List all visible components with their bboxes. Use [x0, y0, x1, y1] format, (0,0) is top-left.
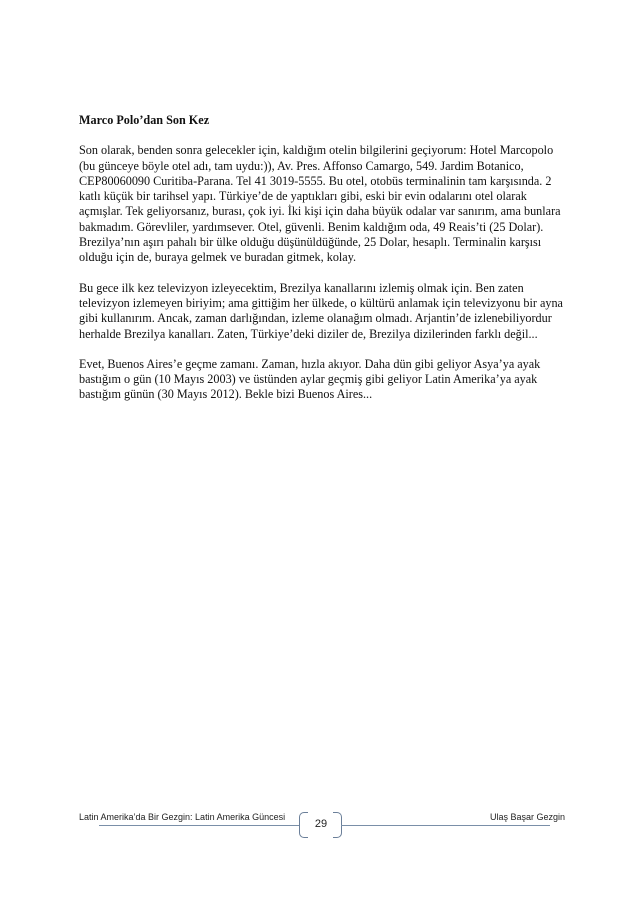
page-number: 29: [314, 818, 328, 830]
footer-rule-right: [341, 825, 550, 826]
page-footer: [79, 812, 565, 842]
footer-book-title: Latin Amerika’da Bir Gezgin: Latin Amerika Güncesi: [79, 812, 286, 822]
paragraph-1: Son olarak, benden sonra gelecekler için, kaldığım otelin bilgilerini geçiyorum: Hotel Marcopolo (bu günceye böyle otel adı, tam uydu:)), Av. Pres. Affonso Camargo, 549. Jardim Botanico, CEP80060090 Curitiba-Parana. Tel 41 3019-5555. Bu otel, otobüs terminalinin tam karşısında. 2 katlı küçük bir tarihsel yapı. Türkiye’de de yaptıkları gibi, eski bir evin odalarını otel olarak açmışlar. Tek geliyorsanız, burası, çok iyi. İki kişi için daha büyük odalar var sanırım, ama bunlara bakmadım. Görevliler, yardımsever. Otel, güvenli. Benim kaldığım oda, 49 Reais’ti (25 Dolar). Brezilya’nın aşırı pahalı bir ülke olduğu düşünüldüğünde, 25 Dolar, hesaplı. Terminalin karşısı olduğu için de, buraya gelmek ve buradan gitmek, kolay.: [79, 143, 561, 265]
paragraph-2: Bu gece ilk kez televizyon izleyecektim, Brezilya kanallarını izlemiş olmak için. Ben zaten televizyon izlemeyen biriyim; ama gittiğim her ülkede, o kültürü anlamak için televizyonu bir ayna gibi kullanırım. Ancak, zaman darlığından, izleme olanağım olmadı. Arjantin’de izlenebiliyordur herhalde Brezilya kanalları. Zaten, Türkiye’deki diziler de, Brezilya dizilerinden farklı değil...: [79, 280, 563, 341]
paragraph-3: Evet, Buenos Aires’e geçme zamanı. Zaman, hızla akıyor. Daha dün gibi geliyor Asya’ya ayak bastığım o gün (10 Mayıs 2003) ve üstünden aylar geçmiş gibi geliyor Latin Amerika’ya ayak bastığım günün (30 Mayıs 2012). Bekle bizi Buenos Aires...: [79, 356, 541, 402]
footer-rule-left: [99, 825, 299, 826]
section-title: Marco Polo’dan Son Kez: [79, 113, 210, 127]
document-body: [79, 113, 565, 418]
footer-author: Ulaş Başar Gezgin: [489, 812, 565, 822]
left-brace-icon: [299, 812, 308, 838]
